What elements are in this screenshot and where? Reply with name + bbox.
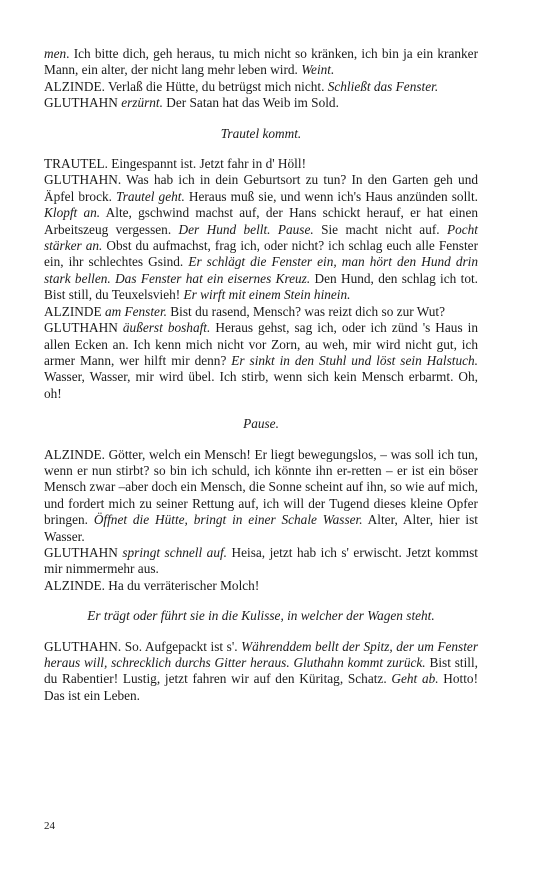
stage-direction: Pause.	[243, 416, 279, 432]
stage-note: am Fenster.	[104, 303, 167, 319]
stage-note: Öffnet die Hütte, bringt in einer Schale Wasser.	[93, 512, 363, 528]
dialogue-text: GLUTHAHN	[44, 320, 123, 336]
dialogue-paragraph	[44, 46, 478, 79]
stage-note: Er sinkt in den Stuhl und löst sein Halstuch.	[231, 352, 479, 368]
stage-note: Er schlägt die Fenster ein, man hört den Hund drin stark bellen. Das Fenster hat ein eisernes Kreuz.	[44, 254, 478, 286]
dialogue-text: Obst du aufmachst, frag ich, oder nicht? ich schlag euch alle Fenster ein, ihr schlechtes Gsind.	[44, 238, 478, 270]
dialogue-paragraph	[44, 545, 478, 578]
dialogue-text: Bist still, du Rabentier! Lustig, jetzt fahren wir auf den Küritag, Schatz.	[44, 655, 478, 687]
dialogue-text: ALZINDE. Götter, welch ein Mensch! Er liegt bewegungslos, – was soll ich tun, wenn er nun stirbt? so bin ich schuld, ich könnte ihn er-retten – er ist ein böser Mensch zwar –aber doch ein Mensch, die Sonne scheint auf ihn, so wie auf mich, und fordert mich zu seiner Rettung auf, ich will der Tugend dieses kleine Opfer bringen.	[44, 446, 478, 528]
dialogue-text: GLUTHAHN. Was hab ich in dein Geburtsort zu tun? In den Garten geh und Äpfel brock.	[44, 172, 478, 204]
dialogue-text: Alter, Alter, hier ist Wasser.	[44, 512, 478, 544]
page-body	[44, 46, 478, 704]
stage-note: Der Hund bellt. Pause.	[178, 221, 314, 237]
stage-note: erzürnt.	[121, 95, 163, 111]
dialogue-paragraph	[44, 447, 478, 545]
stage-note: springt schnell auf.	[122, 544, 227, 560]
dialogue-text: Heraus gehst, sag ich, oder ich zünd 's Haus in allen Ecken an. Ich kenn mich nicht vor Zorn, au weh, mir wird nicht gut, ich armer Mann, wer hilft mir denn?	[44, 320, 479, 368]
stage-note: Geht ab.	[391, 671, 439, 687]
dialogue-paragraph	[44, 320, 478, 402]
dialogue-text: Bist du rasend, Mensch? was reizt dich so zur Wut?	[166, 303, 445, 319]
dialogue-paragraph	[44, 95, 478, 111]
stage-note: Schließt das Fenster.	[327, 78, 439, 94]
stage-note: Währenddem bellt der Spitz, der um Fenster heraus will, schrecklich durchs Gitter heraus. Gluthahn kommt zurück.	[44, 638, 478, 670]
stage-direction: Er trägt oder führt sie in die Kulisse, in welcher der Wagen steht.	[87, 608, 435, 624]
dialogue-paragraph	[44, 156, 478, 172]
dialogue-paragraph	[44, 578, 478, 594]
dialogue-paragraph	[44, 304, 478, 320]
dialogue-text: ALZINDE. Verlaß die Hütte, du betrügst mich nicht.	[44, 78, 328, 94]
stage-note: Er wirft mit einem Stein hinein.	[183, 287, 351, 303]
page-number: 24	[44, 820, 55, 832]
stage-note: Weint.	[301, 62, 335, 78]
dialogue-paragraph	[44, 79, 478, 95]
stage-note: äußerst boshaft.	[122, 320, 211, 336]
dialogue-paragraph	[44, 639, 478, 705]
dialogue-text: GLUTHAHN. So. Aufgepackt ist s'.	[44, 638, 242, 654]
dialogue-text: TRAUTEL. Eingespannt ist. Jetzt fahr in d' Höll!	[44, 156, 307, 172]
dialogue-text: Heraus muß sie, und wenn ich's Haus anzünden sollt.	[184, 188, 478, 204]
stage-note: Pocht stärker an.	[44, 221, 478, 254]
dialogue-text: ALZINDE	[44, 303, 105, 319]
dialogue-text: Heisa, jetzt hab ich s' erwischt. Jetzt kommst mir nimmermehr aus.	[44, 544, 478, 577]
stage-note: Klopft an.	[44, 205, 101, 221]
dialogue-text: Sie macht nicht auf.	[313, 221, 447, 237]
dialogue-text: Den Hund, den schlag ich tot. Bist still, du Teuxelsvieh!	[44, 270, 478, 303]
stage-direction: Trautel kommt.	[220, 125, 302, 141]
dialogue-text: GLUTHAHN	[44, 95, 122, 111]
stage-note: Trautel geht.	[116, 188, 185, 204]
dialogue-text: Hotto! Das ist ein Leben.	[44, 671, 478, 703]
stage-note: men	[44, 46, 67, 61]
dialogue-text: ALZINDE. Ha du verräterischer Molch!	[44, 577, 260, 593]
dialogue-text: Alte, gschwind machst auf, der Hans schickt herauf, er hat einen Arbeitszeug vergessen.	[44, 205, 478, 237]
dialogue-text: . Ich bitte dich, geh heraus, tu mich nicht so kränken, ich bin ja ein kranker Mann, ein alter, der nicht lang mehr leben wird.	[44, 46, 478, 78]
dialogue-text: Wasser, Wasser, mir wird übel. Ich stirb, wenn sich kein Mensch erbarmt. Oh, oh!	[44, 369, 478, 401]
dialogue-paragraph	[44, 172, 478, 303]
dialogue-text: Der Satan hat das Weib im Sold.	[162, 95, 339, 111]
dialogue-text: GLUTHAHN	[44, 544, 123, 560]
